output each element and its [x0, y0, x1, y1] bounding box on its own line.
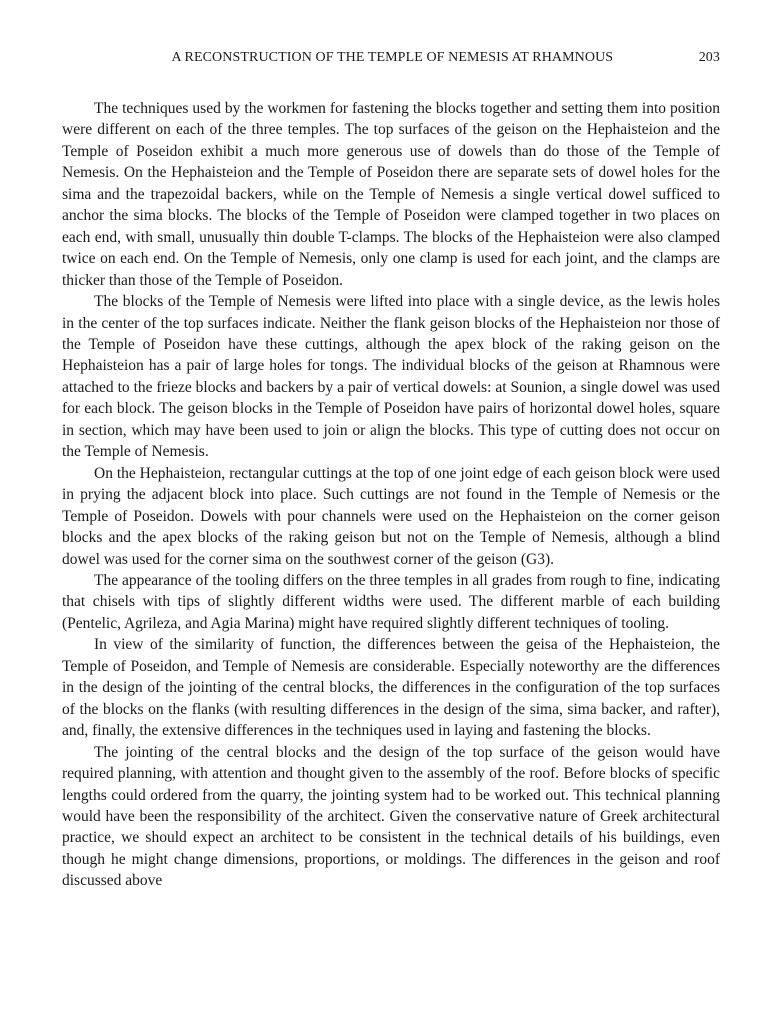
paragraph-jointing-planning: The jointing of the central blocks and the design of the top surface of the geison would have required planning, with attention and thought given to the assembly of the roof. Before blocks of specific lengths could ordered from the quarry, the jointing system had to be worked out. This technical planning would have been the responsibility of the architect. Given the conservative nature of Greek architectural practice, we should expect an architect to be consistent in the technical details of his buildings, even though he might change dimensions, proportions, or moldings. The differences in the geison and roof discussed above: [62, 743, 720, 890]
paragraph-pry-cuttings: On the Hephaisteion, rectangular cuttings at the top of one joint edge of each geison block were used in prying the adjacent block into place. Such cuttings are not found in the Temple of Nemesis or the Temple of Poseidon. Dowels with pour channels were used on the Hephaisteion on the corner geison blocks and the apex blocks of the raking geison but not on the Temple of Nemesis, although a blind dowel was used for the corner sima on the southwest corner of the geison (G3).: [62, 464, 720, 568]
page-number: 203: [698, 50, 720, 65]
paragraph-geisa-differences: In view of the similarity of function, the differences between the geisa of the Hephaisteion, the Temple of Poseidon, and Temple of Nemesis are considerable. Especially noteworthy are the differences in the design of the jointing of the central blocks, the differences in the configuration of the top surfaces of the blocks on the flanks (with resulting differences in the design of the sima, sima backer, and rafter), and, finally, the extensive differences in the techniques used in laying and fastening the blocks.: [62, 636, 720, 740]
running-title: A RECONSTRUCTION OF THE TEMPLE OF NEMESIS AT RHAMNOUS: [171, 50, 614, 65]
page: [62, 50, 720, 892]
running-head: [62, 50, 720, 72]
paragraph-fastening-techniques: The techniques used by the workmen for fastening the blocks together and setting them into position were different on each of the three temples. The top surfaces of the geison on the Hephaisteion and the Temple of Poseidon exhibit a much more generous use of dowels than do those of the Temple of Nemesis. On the Hephaisteion and the Temple of Poseidon there are separate sets of dowel holes for the sima and the trapezoidal backers, while on the Temple of Nemesis a single vertical dowel sufficed to anchor the sima blocks. The blocks of the Temple of Poseidon were clamped together in two places on each end, with small, unusually thin double T-clamps. The blocks of the Hephaisteion were also clamped twice on each end. On the Temple of Nemesis, only one clamp is used for each joint, and the clamps are thicker than those of the Temple of Poseidon.: [62, 100, 720, 289]
paragraph-tooling: The appearance of the tooling differs on the three temples in all grades from rough to fine, indicating that chisels with tips of slightly different widths were used. The different marble of each building (Pentelic, Agrileza, and Agia Marina) might have required slightly different techniques of tooling.: [62, 571, 720, 632]
paragraph-lifting-devices: The blocks of the Temple of Nemesis were lifted into place with a single device, as the lewis holes in the center of the top surfaces indicate. Neither the flank geison blocks of the Hephaisteion nor those of the Temple of Poseidon have these cuttings, although the apex block of the raking geison on the Hephaisteion has a pair of large holes for tongs. The individual blocks of the geison at Rhamnous were attached to the frieze blocks and backers by a pair of vertical dowels: at Sounion, a single dowel was used for each block. The geison blocks in the Temple of Poseidon have pairs of horizontal dowel holes, square in section, which may have been used to join or align the blocks. This type of cutting does not occur on the Temple of Nemesis.: [62, 293, 720, 461]
body-text: [62, 98, 720, 892]
